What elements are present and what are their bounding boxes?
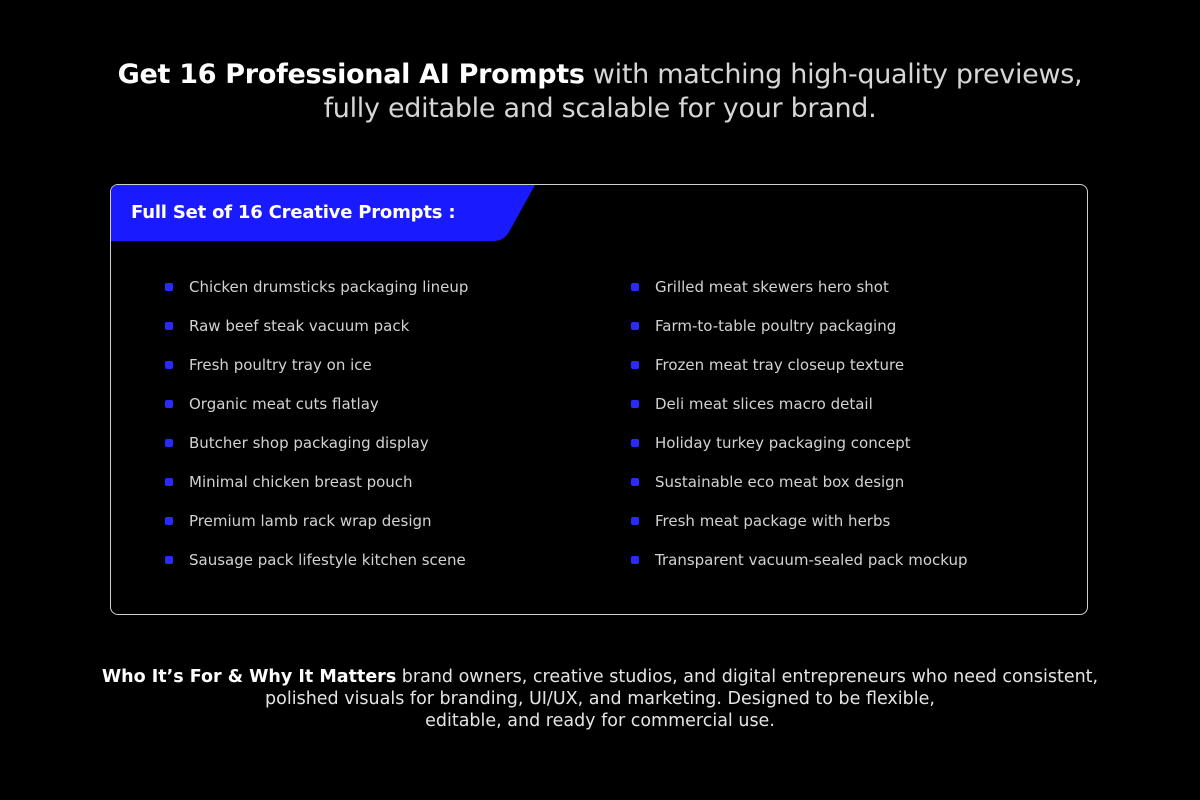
list-item-label: Butcher shop packaging display <box>189 434 429 452</box>
list-item-label: Minimal chicken breast pouch <box>189 473 413 491</box>
prompt-list-right <box>629 276 1049 588</box>
bullet-square-icon <box>631 361 639 369</box>
list-item <box>163 276 583 315</box>
bullet-square-icon <box>165 517 173 525</box>
headline-bold: Get 16 Professional AI Prompts <box>117 59 585 90</box>
footer-description <box>0 666 1200 732</box>
list-item <box>629 432 1049 471</box>
prompts-card <box>110 184 1088 615</box>
bullet-square-icon <box>631 478 639 486</box>
list-item-label: Fresh meat package with herbs <box>655 512 891 530</box>
bullet-square-icon <box>631 400 639 408</box>
list-item <box>629 471 1049 510</box>
list-item-label: Chicken drumsticks packaging lineup <box>189 278 469 296</box>
list-item <box>163 315 583 354</box>
bullet-square-icon <box>165 283 173 291</box>
bullet-square-icon <box>165 478 173 486</box>
list-item <box>629 549 1049 588</box>
list-item <box>163 354 583 393</box>
list-item <box>163 510 583 549</box>
footer-line-1 <box>0 666 1200 688</box>
list-item-label: Sausage pack lifestyle kitchen scene <box>189 551 466 569</box>
footer-line-1-rest: brand owners, creative studios, and digital entrepreneurs who need consistent, <box>396 667 1099 687</box>
list-item <box>629 276 1049 315</box>
list-item-label: Transparent vacuum-sealed pack mockup <box>655 551 968 569</box>
headline-line-1 <box>0 58 1200 92</box>
list-item <box>629 315 1049 354</box>
bullet-square-icon <box>631 556 639 564</box>
list-item <box>629 354 1049 393</box>
list-item-label: Holiday turkey packaging concept <box>655 434 911 452</box>
list-item <box>163 549 583 588</box>
bullet-square-icon <box>165 322 173 330</box>
bullet-square-icon <box>165 361 173 369</box>
list-item-label: Fresh poultry tray on ice <box>189 356 372 374</box>
bullet-square-icon <box>631 283 639 291</box>
list-item <box>629 510 1049 549</box>
card-title: Full Set of 16 Creative Prompts : <box>131 202 456 223</box>
list-item-label: Organic meat cuts flatlay <box>189 395 379 413</box>
bullet-square-icon <box>631 439 639 447</box>
list-item-label: Deli meat slices macro detail <box>655 395 873 413</box>
list-item-label: Frozen meat tray closeup texture <box>655 356 905 374</box>
bullet-square-icon <box>631 517 639 525</box>
list-item-label: Sustainable eco meat box design <box>655 473 905 491</box>
list-item <box>629 393 1049 432</box>
prompt-list-left <box>163 276 583 588</box>
list-item-label: Grilled meat skewers hero shot <box>655 278 889 296</box>
list-item <box>163 393 583 432</box>
list-item <box>163 471 583 510</box>
headline <box>0 58 1200 126</box>
list-item-label: Raw beef steak vacuum pack <box>189 317 410 335</box>
headline-line-1-rest: with matching high-quality previews, <box>584 59 1083 90</box>
bullet-square-icon <box>165 400 173 408</box>
bullet-square-icon <box>165 556 173 564</box>
footer-line-3: editable, and ready for commercial use. <box>425 711 775 731</box>
card-title-tab <box>111 185 535 241</box>
headline-line-2: fully editable and scalable for your brand. <box>323 93 877 124</box>
footer-line-2: polished visuals for branding, UI/UX, and marketing. Designed to be flexible, <box>265 689 935 709</box>
list-item <box>163 432 583 471</box>
list-item-label: Farm-to-table poultry packaging <box>655 317 897 335</box>
list-item-label: Premium lamb rack wrap design <box>189 512 432 530</box>
footer-bold: Who It’s For & Why It Matters <box>101 667 397 687</box>
bullet-square-icon <box>631 322 639 330</box>
bullet-square-icon <box>165 439 173 447</box>
